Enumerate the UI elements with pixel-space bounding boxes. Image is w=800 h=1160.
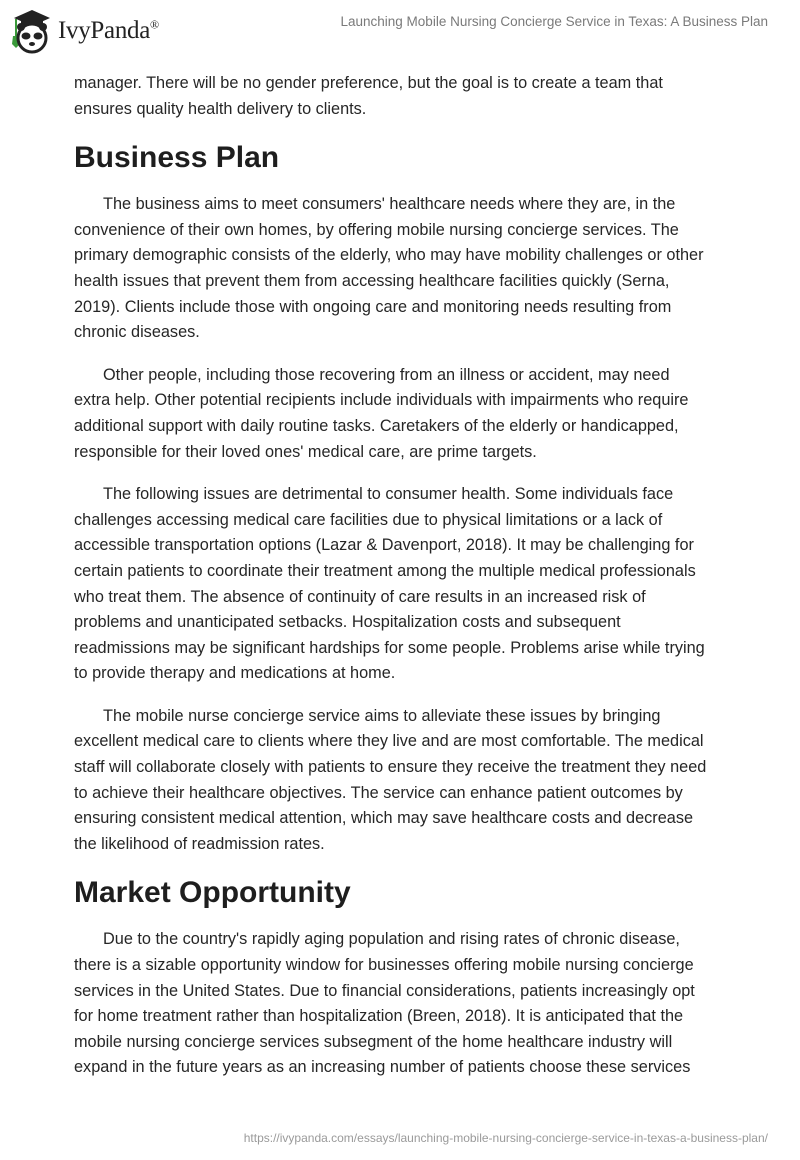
text-line: certain patients to coordinate their treatment among the multiple medical professionals [74, 561, 696, 580]
text-line: responsible for their loved ones' medical care, are prime targets. [74, 442, 537, 461]
text-line: 2019). Clients include those with ongoing care and monitoring needs resulting from [74, 297, 672, 316]
text-line: health issues that prevent them from accessing healthcare facilities quickly (Serna, [74, 271, 670, 290]
text-line: for home treatment rather than hospitalization (Breen, 2018). It is anticipated that the [74, 1007, 684, 1026]
section-heading-business-plan: Business Plan [74, 141, 280, 175]
text-line: accessible transportation options (Lazar & Davenport, 2018). It may be challenging for [74, 536, 694, 555]
text-line: convenience of their own homes, by offering mobile nursing concierge services. The [74, 220, 679, 239]
brand-name: IvyPanda [58, 17, 151, 44]
text-line: staff will collaborate closely with patients to ensure they receive the treatment they need [74, 758, 707, 777]
text-line: the likelihood of readmission rates. [74, 834, 325, 853]
text-line: expand in the future years as an increasing number of patients choose these services [74, 1058, 691, 1077]
paragraph [74, 192, 754, 346]
ivypanda-logo[interactable] [12, 8, 159, 54]
text-line: to achieve their healthcare objectives. The service can enhance patient outcomes by [74, 783, 683, 802]
essay-body [74, 71, 754, 1098]
section-heading-market-opportunity: Market Opportunity [74, 876, 351, 910]
text-line: extra help. Other potential recipients include individuals with impairments who require [74, 391, 689, 410]
page-header [0, 0, 800, 60]
text-line: manager. There will be no gender preference, but the goal is to create a team that [74, 74, 663, 92]
document-title: Launching Mobile Nursing Concierge Service in Texas: A Business Plan [340, 14, 768, 29]
text-line: problems and unanticipated setbacks. Hospitalization costs and subsequent [74, 613, 621, 632]
text-line: The following issues are detrimental to consumer health. Some individuals face [103, 485, 674, 504]
paragraph [74, 704, 754, 858]
text-line: excellent medical care to clients where they live and are most comfortable. The medical [74, 732, 704, 751]
text-line: ensures quality health delivery to clients. [74, 99, 367, 118]
text-line: readmissions may be significant hardships for some people. Problems arise while trying [74, 638, 705, 657]
text-line: Due to the country's rapidly aging population and rising rates of chronic disease, [103, 930, 680, 949]
intro-paragraph [74, 71, 754, 122]
paragraph [74, 927, 754, 1081]
panda-graduate-icon [12, 8, 52, 54]
paragraph [74, 363, 754, 465]
text-line: who treat them. The absence of continuity of care results in an increased risk of [74, 587, 646, 606]
text-line: Other people, including those recovering from an illness or accident, may need [103, 365, 670, 384]
text-line: services in the United States. Due to financial considerations, patients increasingly opt [74, 981, 695, 1000]
text-line: The business aims to meet consumers' healthcare needs where they are, in the [103, 195, 676, 214]
text-line: challenges accessing medical care facilities due to physical limitations or a lack of [74, 510, 663, 529]
text-line: there is a sizable opportunity window for businesses offering mobile nursing concierge [74, 956, 694, 975]
text-line: chronic diseases. [74, 323, 200, 342]
text-line: ensuring consistent medical attention, which may save healthcare costs and decrease [74, 809, 694, 828]
text-line: additional support with daily routine tasks. Caretakers of the elderly or handicapped, [74, 416, 679, 435]
text-line: The mobile nurse concierge service aims to alleviate these issues by bringing [103, 706, 661, 725]
paragraph [74, 482, 754, 687]
text-line: primary demographic consists of the elderly, who may have mobility challenges or other [74, 246, 704, 265]
registered-mark: ® [150, 17, 159, 32]
text-line: mobile nursing concierge services subsegment of the home healthcare industry will [74, 1032, 673, 1051]
text-line: to provide therapy and medications at home. [74, 664, 396, 683]
page-url[interactable]: https://ivypanda.com/essays/launching-mobile-nursing-concierge-service-in-texas-a-business-plan/ [243, 1131, 768, 1145]
